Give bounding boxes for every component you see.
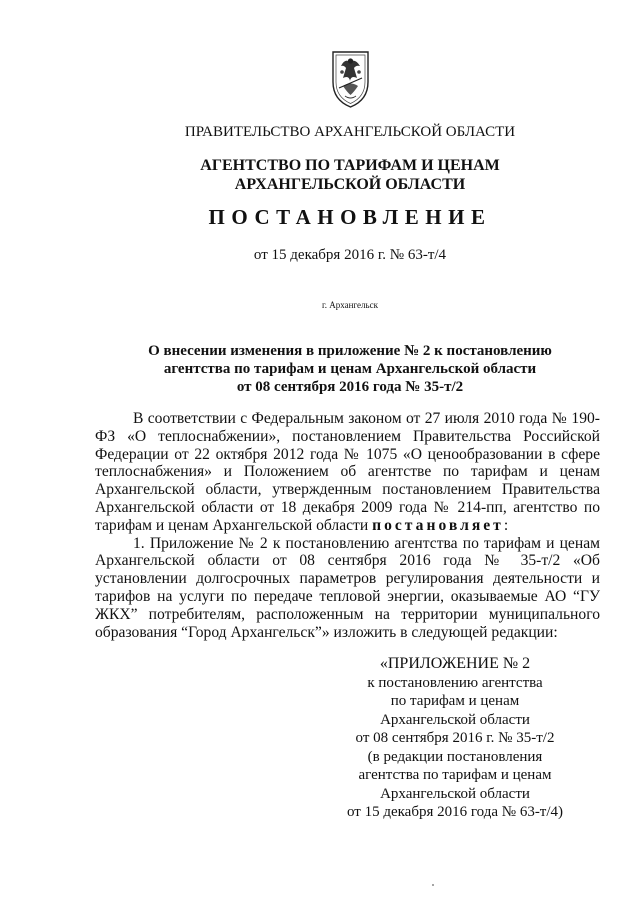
agency-name <box>0 156 640 194</box>
appendix-line-2: к постановлению агентства <box>367 674 543 691</box>
subject-line-1: О внесении изменения в приложение № 2 к постановлению <box>148 343 552 359</box>
appendix-line-3: по тарифам и ценам <box>390 693 520 709</box>
appendix-line-6: (в редакции постановления <box>367 748 543 765</box>
appendix-line-4: Архангельской области <box>380 711 530 728</box>
agency-name-line-2: АРХАНГЕЛЬСКОЙ ОБЛАСТИ <box>234 176 466 193</box>
subject-line-3: от 08 сентября 2016 года № 35-т/2 <box>236 379 464 395</box>
government-name: ПРАВИТЕЛЬСТВО АРХАНГЕЛЬСКОЙ ОБЛАСТИ <box>184 124 516 140</box>
document-type-title: ПОСТАНОВЛЕНИЕ <box>208 205 492 229</box>
body-paragraph-1 <box>95 410 600 535</box>
decree-subject <box>0 342 640 396</box>
appendix-line-5: от 08 сентября 2016 г. № 35-т/2 <box>355 730 555 746</box>
agency-name-line-1: АГЕНТСТВО ПО ТАРИФАМ И ЦЕНАМ <box>200 157 500 174</box>
scan-speck <box>432 884 434 886</box>
paragraph-1-text: В соответствии с Федеральным законом от 27 июля 2010 года № 190-ФЗ «О теплоснабжении», постановлением Правительства Российской Федерации от 22 октября 2012 года № 1075 «О ценообразовании в сфере теплоснабжения» и Положением об агентстве по тарифам и ценам Архангельской области, утвержденным постановлением Правительства Архангельской области от 18 декабря 2009 года № 214-пп, агентство по тарифам и ценам Архангельской области <box>95 410 600 534</box>
appendix-line-8: Архангельской области <box>380 785 530 802</box>
resolves-colon: : <box>503 516 509 534</box>
appendix-header <box>340 655 570 822</box>
coat-of-arms-icon <box>327 48 374 110</box>
decree-date-number: от 15 декабря 2016 г. № 63-т/4 <box>253 247 447 263</box>
body-paragraph-2: 1. Приложение № 2 к постановлению агентства по тарифам и ценам Архангельской области от 08 сентября 2016 года № 35-т/2 «Об установлении долгосрочных параметров регулирования деятельности и тарифов на услуги по передаче тепловой энергии, оказываемые АО “ГУ ЖКХ” потребителям, расположенным на территории муниципального образования “Город Архангельск”» изложить в следующей редакции: <box>95 534 600 641</box>
resolves-word: постановляет <box>372 516 504 534</box>
appendix-line-1: «ПРИЛОЖЕНИЕ № 2 <box>379 655 531 672</box>
subject-line-2: агентства по тарифам и ценам Архангельской области <box>163 361 537 377</box>
appendix-line-7: агентства по тарифам и ценам <box>358 767 552 783</box>
city-name: г. Архангельск <box>322 300 378 310</box>
decree-body <box>95 410 600 641</box>
appendix-line-9: от 15 декабря 2016 года № 63-т/4) <box>346 804 564 820</box>
